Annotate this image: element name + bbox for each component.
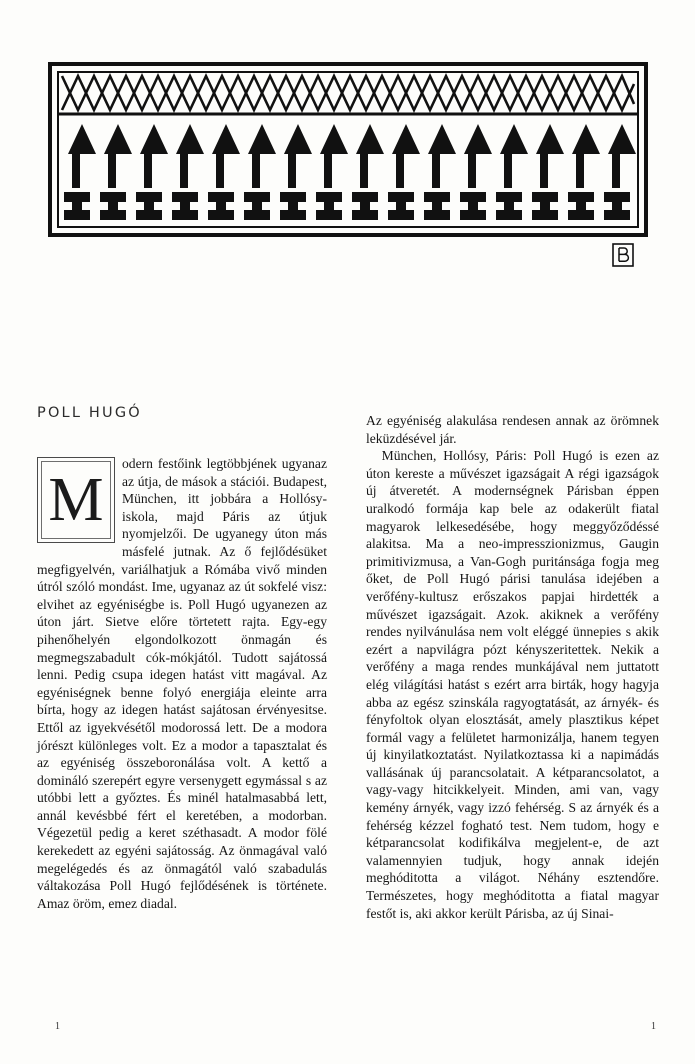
page-title: POLL HUGÓ — [37, 405, 142, 421]
body-column-right — [366, 412, 659, 922]
decorative-headpiece-woodcut — [48, 62, 648, 237]
artist-monogram — [612, 243, 634, 267]
paragraph: Az egyéniség alakulása rendesen annak az örömnek leküzdésével jár. — [366, 413, 659, 446]
paragraph: odern festőink legtöbbjének ugyanaz az útja, de mások a stációi. Budapest, München, itt jobbára a Hollósy-iskola, majd Páris az útjuk nyomjelzői. De ugyanegy úton más másfelé jutnak. Az ő fejlődésüket megfigyelvén, variálhatjuk a Rómába vivő minden útról szóló mondást. Ime, ugyanaz az út sokfelé visz: elvihet az egyéniségbe is. Poll Hugó ugyanezen az úton járt. Sietve előre törtetett rajta. Egy-egy pihenőhelyén elgondolkozott önmagán és megmegszabadult cók-mókjától. Tudott sajátossá lenni. Pedig csupa idegen hatást vitt magával. Az egyéniségnek benne folyó energiája eleinte arra bírta, hogy az idegen hatást sajátosan érvényesitse. Ettől az igyekvésétől modorossá lett. De a modora jórészt különleges volt. Ez a modor a tapasztalat és az egyéniség összeboronálása volt. A kettő a domináló szerepért egyre versenygett egymással s az utóbbi lett a győztes. És minél hatalmasabbá lett, annál kevésbbé fért el keretében, a modorban. Végezetül pedig a keret széthasadt. A modor fölé kerekedett az egyéni sajátosság. Az önmagával való megelégedés és az önmagától való szabadulás váltakozása Poll Hugó fejlődésének is története. Amaz öröm, emez diadal. — [37, 456, 327, 911]
folio-right: 1 — [651, 1021, 656, 1032]
paragraph: München, Hollósy, Páris: Poll Hugó is ezen az úton kereste a művészet igazságait A régi igazságok új átveretét. A modernségnek Párisban éppen uralkodó formája kap bele az odakerült fiatal magyarok lelkesedésébe, hogy meggyőződéssé alakitsa. Ma a neo-impresszionizmus, Gaugin primitivizmusa, a Van-Gogh puritánsága fogja meg őket, de Poll Hugó párisi tanulása idejében a verőfény-kultusz erőszakos papjai hirdették a művészet igazságait. Azok. akiknek a verőfény rendes nyilvánulása nem volt eléggé ünnepies s akik ezért a napvilágra pózt kényszeritettek. Nekik a verőfény a maga rendes munkájával nem juttatott elég világítási hatást s ezért arra birták, hogy hagyja abba az egész szinskála ragyogtatását, az árnyék- és fényfoltok olyan elosztását, amely plasztikus képet formál vagy a felületet harmonizálja, hanem tegyen új kinyilatkoztatást. Nyilatkoztassa ki a napimádás vallásának új parancsolatait. A kétparancsolatot, a vagy-vagy hitcikkelyeit. Minden, ami van, vagy kemény árnyék, vagy izzó fehérség. S az árnyék és a fehérség kézzel fogható test. Nem tudom, hogy e kétparancsolat kodifikálva megjelent-e, de azt valamennyien tudjuk, hogy annak idején meghóditotta a világot. Néhány esztendőre. Természetes, hogy meghóditotta a fiatal magyar festőt is, aki akkor került Párisba, az új Sinai- — [366, 448, 659, 921]
drop-cap-letter: M — [48, 466, 104, 534]
folio-left: 1 — [55, 1021, 60, 1032]
body-column-left — [37, 455, 327, 912]
drop-cap — [37, 457, 115, 543]
